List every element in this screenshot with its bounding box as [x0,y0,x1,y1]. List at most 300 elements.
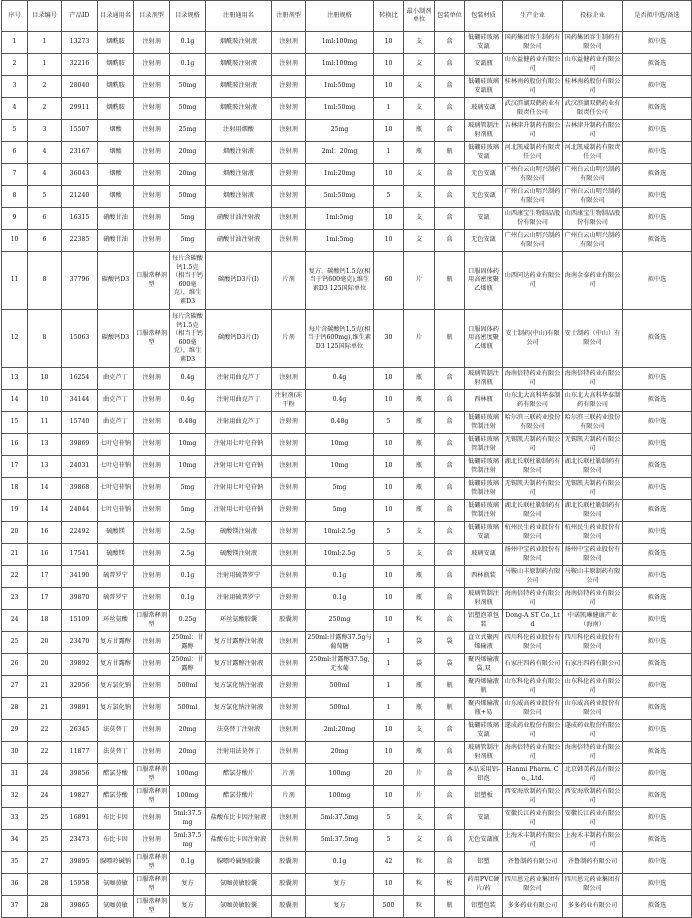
table-cell: 烟酸 [98,164,134,186]
table-row [2,456,692,478]
table-cell: 支 [404,32,435,54]
table-cell: 硫普罗宁 [98,588,134,610]
table-cell: 注射剂 [272,54,306,76]
table-cell: 拟备选 [623,544,692,566]
table-cell: 11 [28,412,62,434]
table-cell: 注射剂 [272,566,306,588]
table-cell: 无色安瓿 [465,164,503,186]
table-cell: 拟中选 [623,434,692,456]
table-cell: 环丝氨酸 [98,610,134,632]
table-cell: 口服常释剂型 [134,252,170,310]
table-cell: 山东科伦药业有限公司 [503,676,563,698]
table-cell: 注射用七叶皂苷钠 [206,478,272,500]
table-cell: 注射用硫普罗宁 [206,588,272,610]
table-cell: 拟备选 [623,54,692,76]
table-cell: 口服固体药用高密度聚乙烯瓶 [465,252,503,310]
table-cell: 39865 [62,896,98,918]
table-cell: 注射用曲克芦丁 [206,390,272,412]
table-cell: 支 [404,522,435,544]
table-cell: 低硼硅玻璃安瓿瓶 [465,76,503,98]
table-cell: 14 [28,500,62,522]
table-cell: 安士制药(中山)有限公司 [503,310,563,368]
table-cell: 胶囊剂 [272,852,306,874]
table-cell: 注射剂 [134,500,170,522]
table-cell: 瓶 [404,434,435,456]
table-cell: 16 [28,544,62,566]
table-cell: 0.1g [170,566,206,588]
table-cell: 哈尔滨三联药业股份有限公司 [503,412,563,434]
table-cell: 盒 [435,764,465,786]
table-cell: 10 [374,742,404,764]
table-row [2,76,692,98]
table-cell: 碳酸钙D3 [98,310,134,368]
table-cell: 胶囊剂 [272,874,306,896]
table-cell: 5mg [306,500,374,522]
table-cell: 10mg [306,456,374,478]
table-cell: 烟酰胺注射液 [206,98,272,120]
table-cell: 无锡凯夫制药有限公司 [503,434,563,456]
table-cell: 24044 [62,500,98,522]
table-cell: 碳酸钙D3片(Ⅰ) [206,252,272,310]
table-cell: 硫酸镁 [98,544,134,566]
table-cell: 31 [2,764,28,786]
table-row [2,412,692,434]
table-cell: 氨咖黄敏胶囊 [206,896,272,918]
table-row [2,610,692,632]
column-header: 目录剂型 [134,1,170,32]
table-cell: 瓶 [435,310,465,368]
table-cell: 100mg [306,764,374,786]
table-cell: 粒 [404,610,435,632]
table-row [2,698,692,720]
table-cell: 36 [2,874,28,896]
table-cell: 复方氯化钠注射液 [206,676,272,698]
table-cell: 10 [374,390,404,412]
table-cell: 盒 [435,786,465,808]
table-cell: 烟酸 [98,120,134,142]
table-cell: 中诺凯琳健康产业（海南） [563,610,623,632]
table-cell: 拟中选 [623,764,692,786]
table-cell: 口服常释剂型 [134,610,170,632]
table-cell: 42 [374,852,404,874]
table-cell: 袋 [404,654,435,676]
table-cell: 四川恩元药业集团有限公司 [503,874,563,896]
table-cell: 6 [28,230,62,252]
table-cell: 10 [374,208,404,230]
table-cell: 15 [2,412,28,434]
table-cell: 聚丙烯输液瓶+易 [465,698,503,720]
table-cell: 21 [2,544,28,566]
table-cell: 腺嘌呤碱钠胶囊 [206,852,272,874]
table-cell: 10 [374,54,404,76]
table-cell: 9 [2,208,28,230]
table-cell: 22385 [62,230,98,252]
table-cell: 注射剂 [272,478,306,500]
table-cell: 铝塑泡罩包装 [465,610,503,632]
table-cell: 19827 [62,786,98,808]
table-cell: 5 [2,120,28,142]
table-cell: 每片含碳酸钙1.5克(相当于钙600mg),维生素D3 125国际单位 [306,310,374,368]
table-cell: 齐鲁制药有限公司 [563,852,623,874]
table-cell: 注射剂 [134,522,170,544]
table-cell: 碳酸钙D3片(Ⅰ) [206,310,272,368]
table-cell: 氨咖黄敏胶囊 [206,874,272,896]
table-cell: 山西同达药业有限公司 [503,252,563,310]
table-cell: 盐酸布比卡因注射液 [206,830,272,852]
table-cell: 四川科伦药业股份有限公司 [563,632,623,654]
table-cell: 0.1g [306,588,374,610]
table-cell: 注射剂 [272,808,306,830]
column-header: 序号 [2,1,28,32]
table-cell: 12 [2,310,28,368]
table-cell: 湖北长联杜勒制药有限公司 [503,456,563,478]
table-cell: 低硼硅玻璃安瓿 [465,32,503,54]
table-cell: 5ml:37.5mg [170,808,206,830]
table-cell: 25 [28,830,62,852]
table-cell: 拟备选 [623,698,692,720]
table-cell: 注射剂 [134,390,170,412]
table-row [2,164,692,186]
table-cell: 1ml:50mg [306,98,374,120]
table-cell: 片 [404,764,435,786]
table-cell: 拟备选 [623,786,692,808]
table-cell: 13 [28,434,62,456]
table-cell: 注射用硫普罗宁 [206,566,272,588]
table-cell: 注射剂 [272,368,306,390]
table-cell: 七叶皂苷钠 [98,434,134,456]
table-cell: 烟酸 [98,142,134,164]
table-cell: 拟备选 [623,230,692,252]
table-cell: 39891 [62,698,98,720]
table-cell: 注射剂 [272,676,306,698]
table-cell: 注射剂 [134,54,170,76]
table-row [2,830,692,852]
table-cell: 瓶 [404,698,435,720]
table-cell: 醋氯芬酸片 [206,786,272,808]
table-cell: 山东北大高科华泰制药有限公司 [563,390,623,412]
table-cell: 拟备选 [623,742,692,764]
table-cell: 10 [374,164,404,186]
table-cell: 支 [404,164,435,186]
table-cell: 药用PVC硬片/药 [465,874,503,896]
table-cell: 山东益健药业有限公司 [503,54,563,76]
table-row [2,478,692,500]
table-cell: 盒 [435,610,465,632]
table-cell: 盒 [435,368,465,390]
table-cell: 安瓿 [465,208,503,230]
table-cell: 低硼硅玻璃安瓿 [465,522,503,544]
table-cell: 24 [28,786,62,808]
table-cell: 注射剂 [134,142,170,164]
table-cell: 23473 [62,830,98,852]
table-cell: 七叶皂苷钠 [98,478,134,500]
table-cell: 曲克芦丁 [98,412,134,434]
table-cell: 1 [374,676,404,698]
table-cell: 醋氯芬酸片 [206,764,272,786]
table-cell: 0.1g [170,32,206,54]
table-cell: 盒 [435,742,465,764]
table-cell: 30 [2,742,28,764]
table-cell: 盒 [435,230,465,252]
table-cell: 100mg [170,764,206,786]
table-cell: 注射剂 [134,32,170,54]
table-cell: 20mg [170,742,206,764]
table-cell: 10ml:2.5g [306,522,374,544]
table-cell: 铝塑 [465,852,503,874]
table-cell: 安士制药（中山）有限公司 [563,310,623,368]
table-cell: 注射剂 [134,830,170,852]
table-cell: 复方氯化钠注射液 [206,698,272,720]
table-cell: 5ml:37.5mg [170,830,206,852]
column-header: 注册剂型 [272,1,306,32]
table-cell: 1 [374,698,404,720]
table-cell: 15063 [62,310,98,368]
table-cell: 袋 [404,632,435,654]
table-cell: 4 [28,164,62,186]
table-cell: 30 [374,310,404,368]
table-cell: 5 [374,544,404,566]
table-cell: 复方 [170,874,206,896]
table-cell: 注射剂 [272,632,306,654]
table-cell: 瓶 [404,742,435,764]
table-cell: 20 [28,632,62,654]
table-cell: 拟备选 [623,654,692,676]
table-cell: 16891 [62,808,98,830]
column-header: 转换比 [374,1,404,32]
table-cell: 玻璃管制注射剂瓶 [465,742,503,764]
table-cell: 哈尔滨三联药业股份有限公司 [563,412,623,434]
table-cell: 法莫替丁注射液 [206,720,272,742]
table-cell: 吉林津升制药有限公司 [563,120,623,142]
table-cell: 14 [28,478,62,500]
table-row [2,522,692,544]
table-cell: 注射剂 [134,566,170,588]
table-cell: 1 [2,32,28,54]
table-cell: 注射剂 [272,830,306,852]
table-cell: 注射剂 [272,434,306,456]
table-cell: 15740 [62,412,98,434]
table-cell: 15507 [62,120,98,142]
table-cell: 拟中选 [623,76,692,98]
table-cell: 2.5g [170,522,206,544]
table-cell: 海南倍特药业有限公司 [503,742,563,764]
table-cell: 32956 [62,676,98,698]
table-cell: 盒 [435,544,465,566]
table-cell: Dong-A ST Co.,Ltd [503,610,563,632]
table-cell: 39869 [62,434,98,456]
table-cell: 注射剂 [134,412,170,434]
table-cell: 28 [28,896,62,918]
table-cell: 20mg [170,164,206,186]
table-cell: 1 [28,32,62,54]
table-cell: 低硼硅玻璃管制注射 [465,434,503,456]
table-cell: 23470 [62,632,98,654]
table-cell: 4 [28,142,62,164]
table-cell: 注射剂 [272,412,306,434]
table-cell: 拟中选 [623,252,692,310]
table-cell: 3 [2,76,28,98]
table-cell: 支 [404,230,435,252]
table-cell: 广州白云山明兴制药有限公司 [503,164,563,186]
table-cell: 山东威高药业股份有限公司 [503,698,563,720]
table-cell: 烟酸 [98,186,134,208]
table-cell: 25 [2,632,28,654]
table-cell: 拟中选 [623,208,692,230]
table-cell: 直立式聚丙烯输液 [465,632,503,654]
table-row [2,742,692,764]
table-cell: 注射剂 [272,698,306,720]
table-row [2,808,692,830]
table-cell: 复方 [170,896,206,918]
table-cell: 10mg [170,456,206,478]
table-cell: 25 [28,808,62,830]
table-cell: 拟中选 [623,852,692,874]
table-cell: 拟中选 [623,676,692,698]
table-cell: 低硼硅玻璃管制注射 [465,478,503,500]
table-cell: 10 [374,230,404,252]
table-cell: 拟备选 [623,310,692,368]
table-cell: 盒 [435,186,465,208]
table-cell: 桂林南药股份有限公司 [503,76,563,98]
table-cell: 扬州中宝药业股份有限公司 [563,544,623,566]
table-cell: 盒 [435,478,465,500]
table-cell: 500ml [170,698,206,720]
table-cell: 21 [28,676,62,698]
table-cell: 袋 [435,632,465,654]
table-cell: 注射用烟酸 [206,120,272,142]
table-cell: 1ml:100mg [306,54,374,76]
table-row [2,676,692,698]
table-cell: 广州白云山明兴制药有限公司 [503,186,563,208]
table-cell: 玻璃安瓿 [465,98,503,120]
table-cell: 13 [2,368,28,390]
table-cell: 34144 [62,390,98,412]
table-cell: 盒 [435,412,465,434]
table-cell: 盒 [435,76,465,98]
table-cell: 5 [374,522,404,544]
table-cell: 拟中选 [623,368,692,390]
table-row [2,434,692,456]
table-cell: 拟中选 [623,32,692,54]
table-cell: 2 [28,76,62,98]
table-cell: 氨咖黄敏 [98,874,134,896]
table-cell: 16254 [62,368,98,390]
table-cell: 0.1g [170,588,206,610]
table-cell: 烟酰胺注射液 [206,76,272,98]
table-cell: 马鞍山丰原制药有限公司 [503,566,563,588]
table-cell: 海南倍特药业有限公司 [563,368,623,390]
table-cell: 复方，碳酸钙1.5克(相当于钙600毫克),维生素D3 125国际单位 [306,252,374,310]
column-header: 投标企业 [563,1,623,32]
table-cell: 25mg [170,120,206,142]
table-cell: 安徽长江药业有限公司 [563,808,623,830]
table-cell: 2ml:20mg [306,720,374,742]
table-cell: 2 [2,54,28,76]
table-cell: 武汉滨湖双鹤药业有限责任公司 [563,98,623,120]
table-cell: 无色安瓿 [465,186,503,208]
table-cell: 支 [404,54,435,76]
table-cell: 注射剂 [134,208,170,230]
table-cell: 10 [374,32,404,54]
table-cell: 山西康宝生物制品股份有限公司 [563,208,623,230]
column-header: 包装材质 [465,1,503,32]
table-cell: 瓶 [435,252,465,310]
table-cell: 本品采用铝-铝泡 [465,764,503,786]
table-cell: 注射剂 [272,32,306,54]
table-cell: 11877 [62,742,98,764]
table-cell: 拟备选 [623,500,692,522]
table-cell: 39856 [62,764,98,786]
table-cell: 5ml:37.5mg [306,808,374,830]
table-cell: 复方 [306,896,374,918]
table-cell: 盒 [435,808,465,830]
table-cell: 瓶 [435,896,465,918]
table-row [2,544,692,566]
table-cell: Hanmi Pharm. Co., Ltd. [503,764,563,786]
table-row [2,368,692,390]
table-cell: 14 [2,390,28,412]
table-cell: 瓶 [435,676,465,698]
table-cell: 法莫替丁 [98,720,134,742]
table-cell: 注射剂 [272,720,306,742]
table-cell: 复方氯化钠 [98,676,134,698]
table-cell: 海南倍特药业有限公司 [503,368,563,390]
table-cell: 上海禾丰制药有限公司 [563,830,623,852]
drug-selection-table [1,0,692,918]
table-cell: 无锡凯夫制药有限公司 [563,434,623,456]
table-cell: 10 [374,76,404,98]
table-cell: 注射剂 [272,522,306,544]
table-cell: 500 [374,896,404,918]
table-cell: 10 [374,434,404,456]
table-cell: 硝酸甘油注射液 [206,208,272,230]
table-row [2,32,692,54]
table-cell: 20mg [170,142,206,164]
table-cell: 石家庄四药有限公司 [503,654,563,676]
table-cell: 10 [374,120,404,142]
table-cell: 1 [374,654,404,676]
table-cell: 板 [435,874,465,896]
table-cell: 安徽长江药业有限公司 [503,808,563,830]
table-cell: 注射剂 [134,230,170,252]
table-cell: 广州白云山明兴制药有限公司 [563,164,623,186]
table-cell: 注射剂(冻干粉 [272,390,306,412]
table-cell: 玻璃管制注射剂瓶 [465,368,503,390]
table-row [2,588,692,610]
table-cell: 片 [404,786,435,808]
table-cell: 注射剂 [272,500,306,522]
table-cell: 拟中选 [623,186,692,208]
table-cell: 铝塑包装 [465,896,503,918]
table-cell: 0.1g [306,852,374,874]
table-cell: 5ml:50mg [306,186,374,208]
table-cell: 500ml [306,698,374,720]
table-cell: 10mg [170,434,206,456]
table-cell: 注射剂 [134,164,170,186]
table-cell: 0.1g [170,852,206,874]
table-cell: 18 [2,478,28,500]
table-cell: 瓶 [404,676,435,698]
table-cell: 1 [28,54,62,76]
table-row [2,310,692,368]
table-cell: 山东益健药业有限公司 [563,54,623,76]
table-cell: 烟酰胺 [98,76,134,98]
table-cell: 37 [2,896,28,918]
table-cell: 13 [28,456,62,478]
table-cell: 37796 [62,252,98,310]
table-cell: 西安海欣制药有限公司 [563,786,623,808]
table-cell: 注射用曲克芦丁 [206,368,272,390]
